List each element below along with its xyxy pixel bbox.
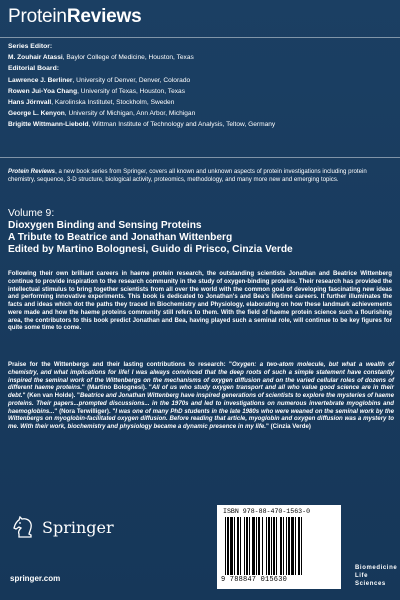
- board-member-affiliation: , University of Michigan, Ann Arbor, Michigan: [64, 110, 196, 118]
- barcode-bar: [283, 517, 284, 575]
- praise-attribution: Praise for the Wittenbergs and their lasting contributions to research: ": [8, 361, 232, 368]
- barcode-bar: [291, 517, 294, 575]
- barcode-bar: [237, 517, 239, 575]
- isbn-label: ISBN 978-88-470-1563-0: [223, 508, 311, 515]
- board-member-affiliation: , University of Denver, Denver, Colorado: [72, 76, 191, 84]
- series-title-part1: Protein: [8, 6, 67, 27]
- volume-number: Volume 9:: [8, 208, 55, 219]
- barcode-bar: [252, 517, 255, 575]
- top-divider: [0, 37, 400, 38]
- praise-attribution: " (Cinzia Verde): [266, 423, 311, 430]
- board-member-affiliation: , University of Texas, Houston, Texas: [77, 87, 185, 95]
- book-description: Following their own brilliant careers in haeme protein research, the outstanding scientists Jonathan and Beatrice Wittenberg continue to provide inspiration to the research community in the study of oxygen-binding proteins. Their research has provided the intellectual stimulus to bring together scientists from all over the world with the common goal of developing fascinating new ideas and performing innovative experiments. This book is dedicated to Jonathan's and Bea's lifetime careers. It further illuminates the facts and ideas which dot the paths they traced in Biochemistry and Physiology, elaborating on how these landmark achievements were made and how the haeme proteins community still refers to them. With the field of haeme protein science such a flourishing area, the contributors to this book predict Jonathan and Bea, having played such a seminal role, will continue to be key figures for quite some time to come.: [8, 270, 392, 332]
- barcode-bar: [298, 517, 300, 575]
- board-member: [8, 108, 396, 119]
- barcode-bar: [227, 517, 229, 575]
- barcode-bar: [240, 517, 241, 575]
- board-heading: Editorial Board:: [8, 65, 59, 73]
- editorial-board-section: [8, 41, 396, 131]
- isbn-barcode: [217, 505, 341, 589]
- praise-attribution: " (Ken van Holde). ": [22, 392, 80, 399]
- springer-wordmark: Springer: [42, 517, 114, 537]
- barcode-bar: [276, 517, 277, 575]
- series-description-text: , a new book series from Springer, covers all known and unknown aspects of protein investigations including protein chemistry, sequence, 3-D structure, biological activity, proteomics, methodology, and many more new and emerging topics.: [8, 168, 367, 183]
- series-editor-name: M. Zouhair Atassi: [8, 54, 63, 62]
- barcode-bar: [286, 517, 287, 575]
- knight-chess-icon: [12, 516, 38, 538]
- barcode-bar: [268, 517, 270, 575]
- barcode-bar: [244, 517, 245, 575]
- barcode-bar: [256, 517, 257, 575]
- middle-divider: [0, 157, 400, 158]
- barcode-bar: [246, 517, 248, 575]
- volume-subtitle: A Tribute to Beatrice and Jonathan Wittenberg: [8, 232, 233, 243]
- board-member-affiliation: , Wittman Institute of Technology and Analysis, Teltow, Germany: [88, 121, 276, 129]
- board-member-name: Rowen Jui-Yoa Chang: [8, 87, 78, 95]
- praise-attribution: " (Martino Bolognesi). ": [81, 384, 152, 392]
- barcode-bar: [262, 517, 263, 575]
- series-title-part2: Reviews: [66, 6, 142, 27]
- barcode-number: 9 788847 015630: [221, 576, 288, 584]
- barcode-bar: [295, 517, 296, 575]
- board-member: [8, 97, 396, 108]
- board-member: [8, 86, 396, 97]
- barcode-bar: [280, 517, 282, 575]
- series-description: [8, 168, 392, 184]
- barcode-bars: [223, 517, 335, 575]
- series-title: [8, 6, 141, 28]
- volume-info: [8, 208, 398, 256]
- board-member: [8, 75, 396, 86]
- subject-category: [355, 564, 400, 588]
- board-member-name: George L. Kenyon: [8, 110, 65, 118]
- series-editor-affiliation: , Baylor College of Medicine, Houston, Texas: [62, 54, 194, 62]
- barcode-bar: [266, 517, 267, 575]
- board-member-name: Brigitte Wittmann-Liebold: [8, 121, 89, 129]
- series-editor-line: [8, 52, 396, 63]
- barcode-bar: [273, 517, 275, 575]
- barcode-bar: [234, 517, 235, 575]
- praise-quote: I was one of many PhD students in the late 1980s who were weaned on the seminal work by the Wittenbergs on myoglobin-facilitated oxygen diffusion. Before reading that article, myoglobin and oxygen diffusion was a mystery to me. With their work, biochemistry and physiology became a dynamic presence in my life.: [8, 407, 394, 430]
- board-member-affiliation: , Karolinska Institutet, Stockholm, Sweden: [51, 99, 175, 107]
- board-member: [8, 119, 396, 130]
- barcode-bar: [230, 517, 233, 575]
- series-editor-heading: Series Editor:: [8, 43, 53, 50]
- praise-quote: All of us who study oxygen transport and all who value good science are in their debt.: [8, 384, 394, 399]
- board-member-name: Lawrence J. Berliner: [8, 76, 73, 84]
- barcode-bar: [271, 517, 272, 575]
- volume-title: Dioxygen Binding and Sensing Proteins: [8, 220, 202, 231]
- category-line2: Life Sciences: [355, 573, 386, 587]
- barcode-bar: [249, 517, 250, 575]
- board-member-name: Hans Jörnvall: [8, 99, 52, 107]
- volume-editors: Edited by Martino Bolognesi, Guido di Prisco, Cinzia Verde: [8, 244, 293, 255]
- praise-quote: Beatrice and Jonathan Wittenberg have inspired generations of scientists to explore the mysteries of haeme proteins. Their papers...prompted discussions... in the 1970s and led to investigations on numerous invertebrate myoglobins and haemoglobins...: [8, 392, 394, 415]
- praise-quote: Oxygen: a two-atom molecule, but what a wealth of chemistry, and what implications for life! I was always convinced that the deep roots of such a simple statement have constantly inspired the seminal work of the Wittenbergs on the mechanisms of oxygen diffusion and on the varied cellular roles of dozens of different haeme proteins.: [8, 361, 394, 392]
- barcode-bar: [288, 517, 290, 575]
- series-name-italic: Protein Reviews: [8, 168, 56, 175]
- publisher-url[interactable]: springer.com: [10, 574, 61, 583]
- barcode-bar: [225, 517, 226, 575]
- barcode-bar: [258, 517, 260, 575]
- praise-attribution: " (Nora Terwilliger). ": [54, 407, 116, 415]
- barcode-bar: [301, 517, 302, 575]
- category-line1: Biomedicine: [355, 565, 398, 571]
- springer-logo: [12, 516, 114, 538]
- praise-quotes: [8, 361, 394, 431]
